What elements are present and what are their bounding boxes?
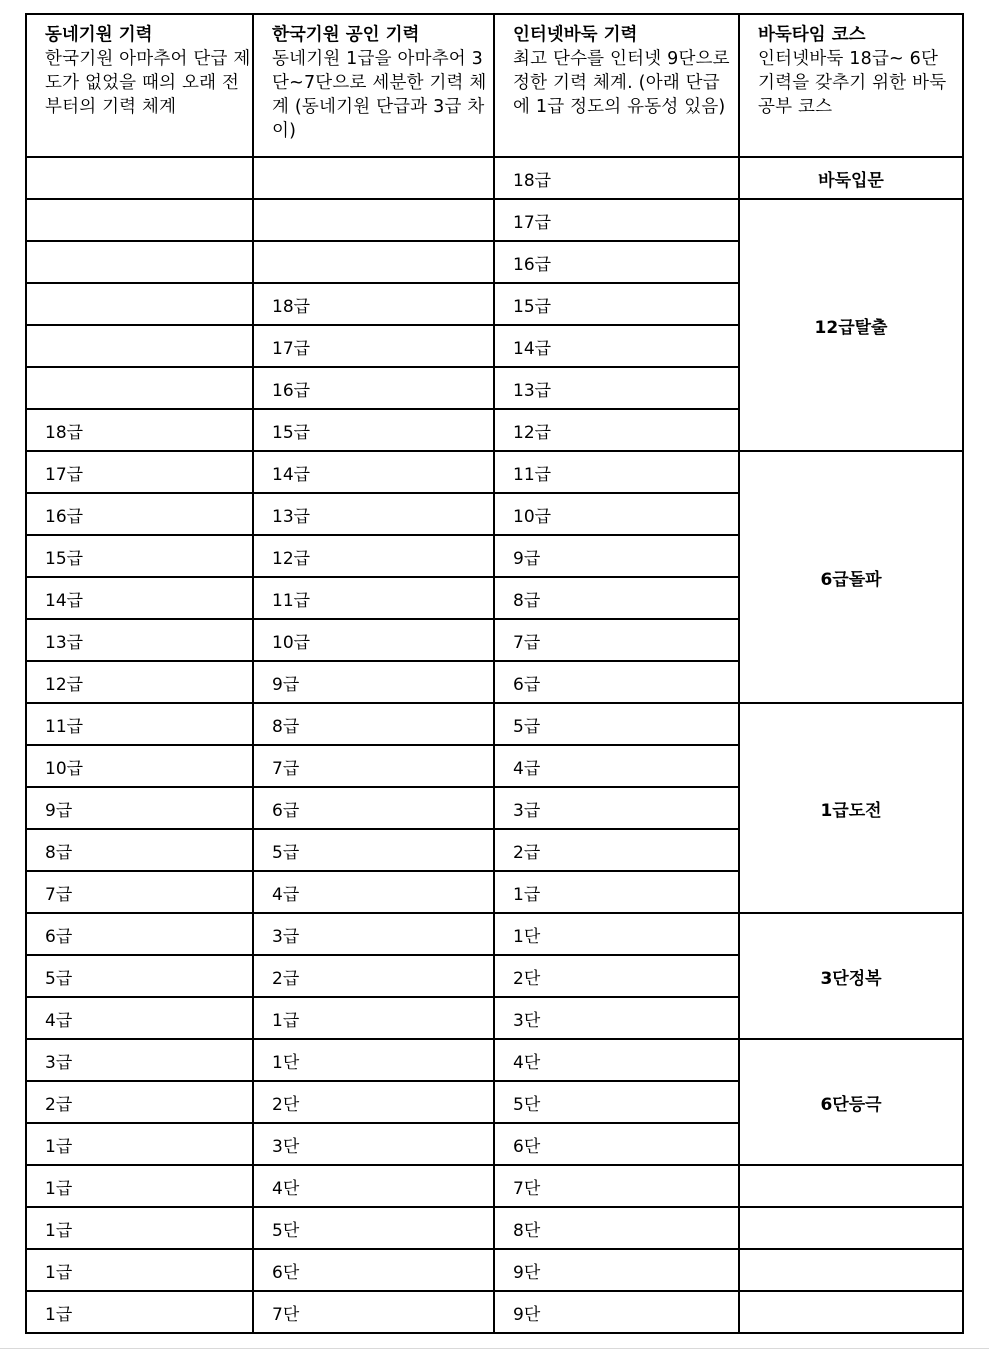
internet-rank-cell: 1단: [494, 913, 739, 955]
course-cell: [739, 1291, 963, 1333]
internet-rank-cell: 16급: [494, 241, 739, 283]
course-cell: 1급도전: [739, 703, 963, 913]
internet-rank-cell: 3급: [494, 787, 739, 829]
course-cell: 6단등극: [739, 1039, 963, 1165]
rank-comparison-table: [25, 13, 964, 1334]
header-description: 동네기원 1급을 아마추어 3단~7단으로 세분한 기력 체계 (동네기원 단급과 3급 차이): [272, 49, 487, 141]
local-rank-cell: 1급: [26, 1291, 253, 1333]
table-row: [26, 451, 963, 493]
internet-rank-cell: 5단: [494, 1081, 739, 1123]
kba-rank-cell: 11급: [253, 577, 494, 619]
kba-rank-cell: 18급: [253, 283, 494, 325]
internet-rank-cell: 7단: [494, 1165, 739, 1207]
local-rank-cell: [26, 325, 253, 367]
table-row: [26, 1165, 963, 1207]
internet-rank-cell: 6급: [494, 661, 739, 703]
header-description: 인터넷바둑 18급~ 6단 기력을 갖추기 위한 바둑 공부 코스: [758, 49, 947, 117]
course-cell: 3단정복: [739, 913, 963, 1039]
internet-rank-cell: 3단: [494, 997, 739, 1039]
kba-rank-cell: 16급: [253, 367, 494, 409]
table-row: [26, 703, 963, 745]
internet-rank-cell: 1급: [494, 871, 739, 913]
internet-rank-cell: 7급: [494, 619, 739, 661]
kba-rank-cell: 6급: [253, 787, 494, 829]
local-rank-cell: 1급: [26, 1249, 253, 1291]
internet-rank-cell: 4단: [494, 1039, 739, 1081]
internet-rank-cell: 13급: [494, 367, 739, 409]
kba-rank-cell: [253, 157, 494, 199]
kba-rank-cell: 7급: [253, 745, 494, 787]
course-cell: 바둑입문: [739, 157, 963, 199]
kba-rank-cell: 14급: [253, 451, 494, 493]
internet-rank-cell: 2급: [494, 829, 739, 871]
internet-rank-cell: 12급: [494, 409, 739, 451]
kba-rank-cell: 8급: [253, 703, 494, 745]
kba-rank-cell: 13급: [253, 493, 494, 535]
kba-rank-cell: 5단: [253, 1207, 494, 1249]
kba-rank-cell: 5급: [253, 829, 494, 871]
local-rank-cell: 10급: [26, 745, 253, 787]
header-description: 한국기원 아마추어 단급 제도가 없었을 때의 오래 전부터의 기력 체계: [45, 49, 251, 117]
header-row: [26, 14, 963, 157]
table-row: [26, 1249, 963, 1291]
course-cell: 12급탈출: [739, 199, 963, 451]
kba-rank-cell: 10급: [253, 619, 494, 661]
kba-rank-cell: 4단: [253, 1165, 494, 1207]
internet-rank-cell: 6단: [494, 1123, 739, 1165]
table-row: [26, 1039, 963, 1081]
local-rank-cell: [26, 157, 253, 199]
course-cell: [739, 1207, 963, 1249]
local-rank-cell: 18급: [26, 409, 253, 451]
internet-rank-cell: 15급: [494, 283, 739, 325]
local-rank-cell: 1급: [26, 1207, 253, 1249]
internet-rank-cell: 5급: [494, 703, 739, 745]
course-cell: 6급돌파: [739, 451, 963, 703]
local-rank-cell: [26, 283, 253, 325]
header-title: 바둑타임 코스: [758, 25, 866, 45]
table-row: [26, 157, 963, 199]
local-rank-cell: 1급: [26, 1165, 253, 1207]
kba-rank-cell: 1급: [253, 997, 494, 1039]
kba-rank-cell: 17급: [253, 325, 494, 367]
local-rank-cell: 13급: [26, 619, 253, 661]
local-rank-cell: 16급: [26, 493, 253, 535]
kba-rank-cell: 1단: [253, 1039, 494, 1081]
kba-rank-cell: 2단: [253, 1081, 494, 1123]
header-description: 최고 단수를 인터넷 9단으로 정한 기력 체계. (아래 단급에 1급 정도의 유동성 있음): [513, 49, 730, 117]
header-kba-rank: [253, 14, 494, 157]
internet-rank-cell: 17급: [494, 199, 739, 241]
table-row: [26, 1207, 963, 1249]
kba-rank-cell: [253, 199, 494, 241]
internet-rank-cell: 9급: [494, 535, 739, 577]
kba-rank-cell: 7단: [253, 1291, 494, 1333]
local-rank-cell: 8급: [26, 829, 253, 871]
header-title: 인터넷바둑 기력: [513, 25, 638, 45]
local-rank-cell: [26, 241, 253, 283]
local-rank-cell: [26, 367, 253, 409]
local-rank-cell: 5급: [26, 955, 253, 997]
page-bottom-rule: [0, 1348, 989, 1349]
internet-rank-cell: 8단: [494, 1207, 739, 1249]
local-rank-cell: 7급: [26, 871, 253, 913]
local-rank-cell: 11급: [26, 703, 253, 745]
kba-rank-cell: 6단: [253, 1249, 494, 1291]
local-rank-cell: 3급: [26, 1039, 253, 1081]
course-cell: [739, 1165, 963, 1207]
internet-rank-cell: 10급: [494, 493, 739, 535]
table-row: [26, 199, 963, 241]
local-rank-cell: 9급: [26, 787, 253, 829]
local-rank-cell: 6급: [26, 913, 253, 955]
kba-rank-cell: 3급: [253, 913, 494, 955]
header-course: [739, 14, 963, 157]
internet-rank-cell: 2단: [494, 955, 739, 997]
table-row: [26, 913, 963, 955]
internet-rank-cell: 4급: [494, 745, 739, 787]
local-rank-cell: 15급: [26, 535, 253, 577]
header-internet-rank: [494, 14, 739, 157]
header-title: 한국기원 공인 기력: [272, 25, 420, 45]
kba-rank-cell: 12급: [253, 535, 494, 577]
local-rank-cell: 17급: [26, 451, 253, 493]
header-title: 동네기원 기력: [45, 25, 153, 45]
internet-rank-cell: 9단: [494, 1249, 739, 1291]
table-row: [26, 1291, 963, 1333]
internet-rank-cell: 9단: [494, 1291, 739, 1333]
kba-rank-cell: 3단: [253, 1123, 494, 1165]
local-rank-cell: [26, 199, 253, 241]
course-cell: [739, 1249, 963, 1291]
internet-rank-cell: 8급: [494, 577, 739, 619]
kba-rank-cell: 4급: [253, 871, 494, 913]
header-local-rank: [26, 14, 253, 157]
local-rank-cell: 1급: [26, 1123, 253, 1165]
local-rank-cell: 4급: [26, 997, 253, 1039]
kba-rank-cell: 9급: [253, 661, 494, 703]
internet-rank-cell: 11급: [494, 451, 739, 493]
local-rank-cell: 2급: [26, 1081, 253, 1123]
internet-rank-cell: 18급: [494, 157, 739, 199]
internet-rank-cell: 14급: [494, 325, 739, 367]
kba-rank-cell: 15급: [253, 409, 494, 451]
kba-rank-cell: 2급: [253, 955, 494, 997]
local-rank-cell: 14급: [26, 577, 253, 619]
local-rank-cell: 12급: [26, 661, 253, 703]
kba-rank-cell: [253, 241, 494, 283]
